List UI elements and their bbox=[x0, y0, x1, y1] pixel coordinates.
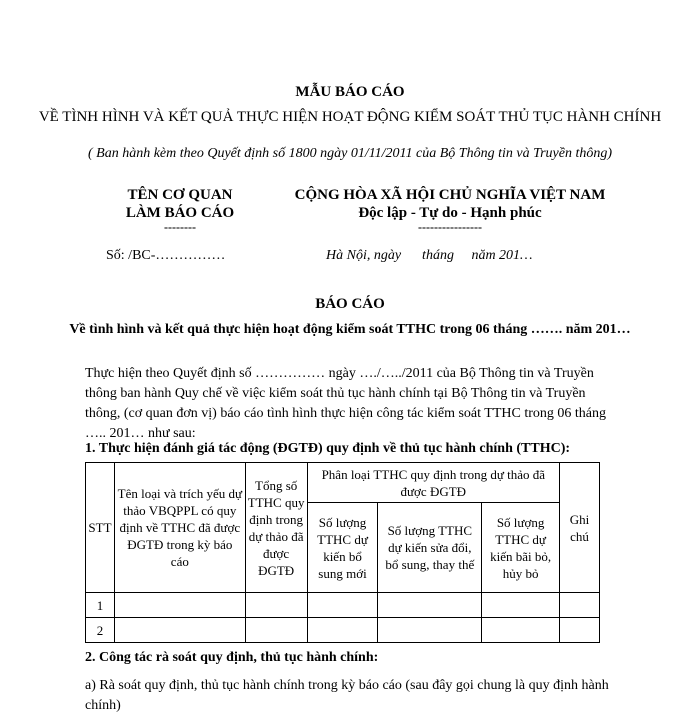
form-subtitle: VỀ TÌNH HÌNH VÀ KẾT QUẢ THỰC HIỆN HOẠT ĐỘNG KIỂM SOÁT THỦ TỤC HÀNH CHÍNH bbox=[38, 109, 662, 125]
row-stt: 2 bbox=[86, 618, 115, 643]
table-cell bbox=[560, 593, 600, 618]
header-new: Số lượng TTHC dự kiến bổ sung mới bbox=[307, 503, 378, 593]
report-subject: Về tình hình và kết quả thực hiện hoạt động kiểm soát TTHC trong 06 tháng ……. năm 201… bbox=[69, 322, 631, 337]
table-cell bbox=[114, 593, 245, 618]
table-cell bbox=[307, 618, 378, 643]
issued-note: ( Ban hành kèm theo Quyết định số 1800 ngày 01/11/2011 của Bộ Thông tin và Truyền thông) bbox=[87, 146, 613, 161]
tthc-assessment-table bbox=[85, 462, 600, 643]
form-title: MẪU BÁO CÁO bbox=[295, 84, 405, 100]
header-remove: Số lượng TTHC dự kiến bãi bỏ, hủy bỏ bbox=[482, 503, 560, 593]
agency-block bbox=[80, 186, 280, 232]
table-cell bbox=[307, 593, 378, 618]
table-cell bbox=[378, 593, 482, 618]
table-cell bbox=[560, 618, 600, 643]
table-row bbox=[86, 618, 600, 643]
report-title: BÁO CÁO bbox=[315, 296, 385, 312]
nation-motto: Độc lập - Tự do - Hạnh phúc bbox=[358, 205, 542, 221]
table-cell bbox=[482, 618, 560, 643]
agency-divider: -------- bbox=[164, 220, 196, 234]
section-1-heading: 1. Thực hiện đánh giá tác động (ĐGTĐ) quy định về thủ tục hành chính (TTHC): bbox=[85, 441, 571, 456]
agency-line-2: LÀM BÁO CÁO bbox=[125, 205, 235, 221]
nation-name: CỘNG HÒA XÃ HỘI CHỦ NGHĨA VIỆT NAM bbox=[294, 187, 606, 203]
row-stt: 1 bbox=[86, 593, 115, 618]
table-row bbox=[86, 593, 600, 618]
national-motto-block bbox=[270, 186, 630, 232]
header-amend: Số lượng TTHC dự kiến sửa đổi, bổ sung, thay thế bbox=[378, 503, 482, 593]
table-cell bbox=[482, 593, 560, 618]
section-2-item-a: a) Rà soát quy định, thủ tục hành chính trong kỳ báo cáo (sau đây gọi chung là quy định hành chính) bbox=[85, 678, 609, 713]
header-stt: STT bbox=[86, 463, 115, 593]
table-cell bbox=[245, 618, 307, 643]
header-classification: Phân loại TTHC quy định trong dự thảo đã được ĐGTĐ bbox=[307, 463, 559, 503]
header-draft-name: Tên loại và trích yếu dự thảo VBQPPL có quy định về TTHC đã được ĐGTĐ trong kỳ báo cáo bbox=[114, 463, 245, 593]
nation-divider: ---------------- bbox=[418, 220, 482, 234]
intro-paragraph: Thực hiện theo Quyết định số …………… ngày …./…../2011 của Bộ Thông tin và Truyền thông ban hành Quy chế về việc kiểm soát thủ tục hành chính tại Bộ Thông tin và Truyền thông, (cơ quan đơn vị) báo cáo tình hình thực hiện công tác kiểm soát TTHC trong 06 tháng ….. 201… như sau: bbox=[85, 366, 606, 441]
table-cell bbox=[378, 618, 482, 643]
place-date: Hà Nội, ngày tháng năm 201… bbox=[326, 248, 533, 263]
table-cell bbox=[114, 618, 245, 643]
agency-line-1: TÊN CƠ QUAN bbox=[127, 187, 233, 203]
header-note: Ghi chú bbox=[560, 463, 600, 593]
header-total: Tổng số TTHC quy định trong dự thảo đã được ĐGTĐ bbox=[245, 463, 307, 593]
document-number: Số: /BC-…………… bbox=[106, 248, 226, 263]
section-2-heading: 2. Công tác rà soát quy định, thủ tục hành chính: bbox=[85, 650, 379, 665]
table-cell bbox=[245, 593, 307, 618]
